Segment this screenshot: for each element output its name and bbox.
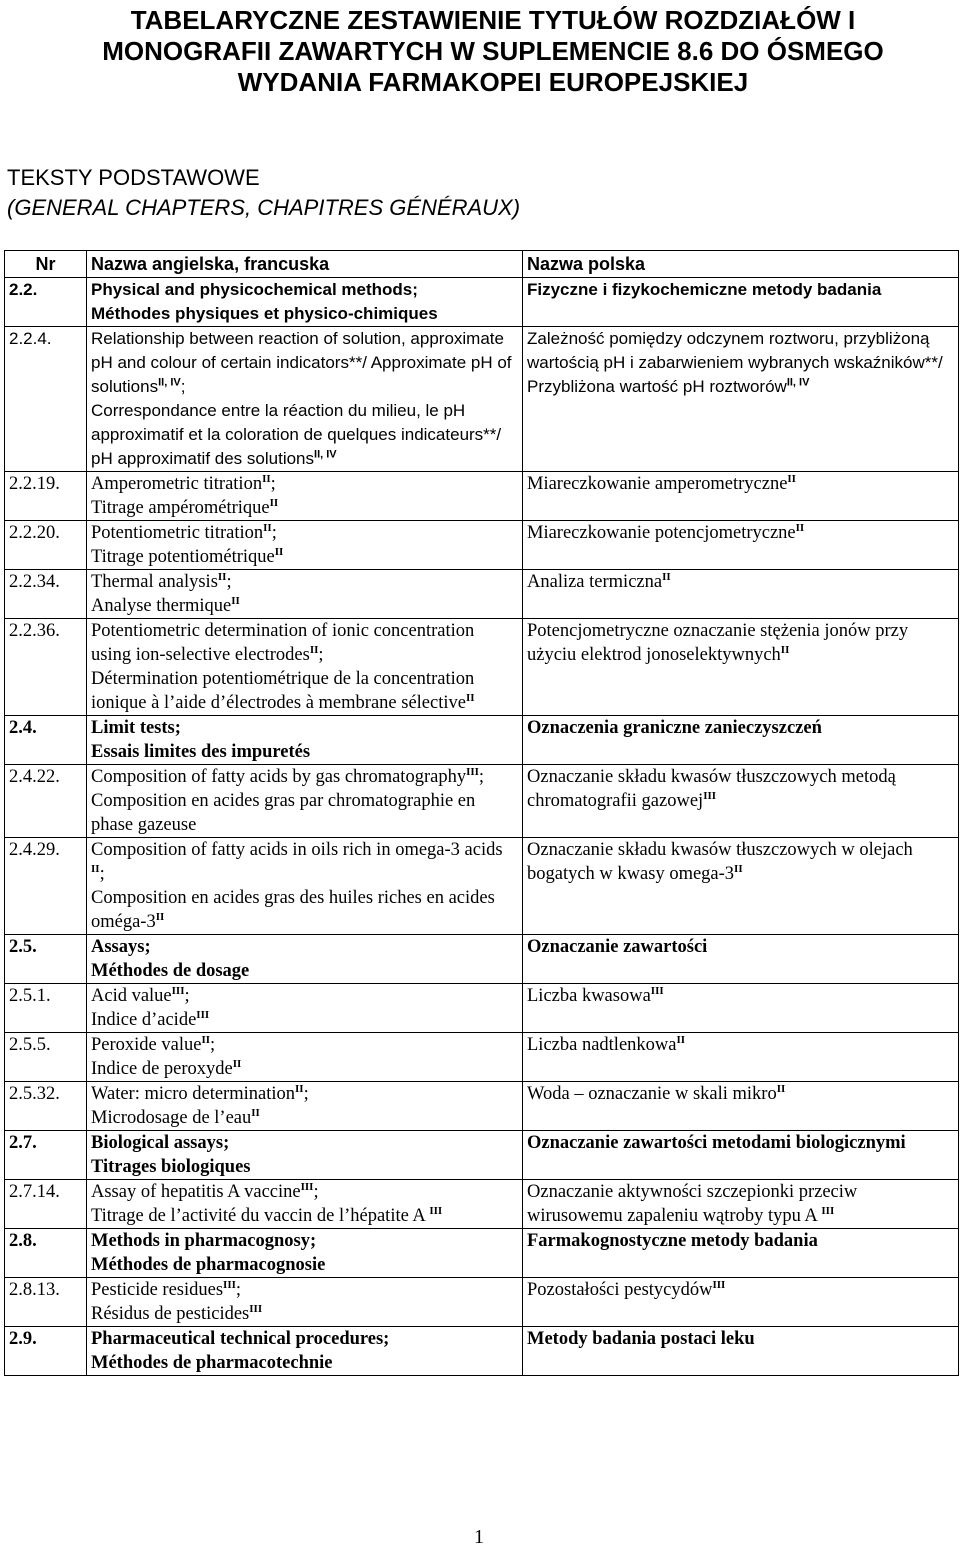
polish-title: Oznaczanie aktywności szczepionki przeciw wirusowemu zapaleniu wątroby typu A [527,1182,858,1226]
table-row [5,716,959,765]
english-title: Limit tests; [91,718,181,738]
english-title: Potentiometric determination of ionic concentration using ion-selective electrodes [91,621,475,665]
row-polish [523,838,959,935]
english-superscript: II [91,862,100,875]
french-title: Méthodes de pharmacotechnie [91,1353,333,1373]
english-title: Composition of fatty acids by gas chromatography [91,767,467,787]
polish-superscript: II [776,1082,786,1095]
table-header-row [5,251,959,278]
row-polish [523,619,959,716]
polish-title: Miareczkowanie potencjometryczne [527,523,796,543]
table-row [5,570,959,619]
table-row [5,1082,959,1131]
english-superscript: II [201,1033,211,1046]
row-english-french [87,1033,523,1082]
page-number: 1 [474,1526,484,1548]
table-row [5,619,959,716]
french-title: Titrage ampérométrique [91,498,270,518]
row-number: 2.5. [5,935,87,984]
row-number: 2.8.13. [5,1278,87,1327]
english-title: Thermal analysis [91,572,218,592]
table-row [5,1229,959,1278]
row-polish [523,1082,959,1131]
english-separator: ; [318,645,324,665]
row-polish [523,570,959,619]
table-row [5,1327,959,1376]
polish-title: Farmakognostyczne metody badania [527,1231,818,1251]
french-title: Méthodes de pharmacognosie [91,1255,326,1275]
polish-title: Oznaczenia graniczne zanieczyszczeń [527,718,822,738]
french-title: Indice de peroxyde [91,1059,233,1079]
table-row [5,1033,959,1082]
english-separator: ; [271,523,277,543]
english-title: Acid value [91,986,172,1006]
english-title: Pesticide residues [91,1280,224,1300]
polish-title: Miareczkowanie amperometryczne [527,474,788,494]
english-superscript: II, IV [158,376,181,389]
row-number: 2.2.4. [5,327,87,472]
row-english-french [87,327,523,472]
polish-superscript: III [703,789,717,802]
french-superscript: II [232,1057,242,1070]
french-superscript: II [155,910,165,923]
row-english-french [87,472,523,521]
french-superscript: III [196,1008,210,1021]
english-separator: ; [478,767,485,787]
english-title: Biological assays; [91,1133,230,1153]
row-polish [523,1180,959,1229]
header-english-french: Nazwa angielska, francuska [87,251,523,278]
french-title: Essais limites des impuretés [91,742,311,762]
table-row [5,838,959,935]
english-separator: ; [235,1280,242,1300]
table-row [5,1278,959,1327]
english-title: Physical and physicochemical methods; [91,280,418,299]
row-english-french [87,570,523,619]
polish-superscript: II [787,472,796,485]
row-polish [523,1278,959,1327]
subtitle-line-1: TEKSTY PODSTAWOWE [7,165,260,190]
french-title: Titrages biologiques [91,1157,251,1177]
french-superscript: III [249,1302,263,1315]
row-polish [523,278,959,327]
row-english-french [87,1229,523,1278]
row-number: 2.4.22. [5,765,87,838]
table-row [5,984,959,1033]
english-title: Amperometric titration [91,474,263,494]
table-row [5,1131,959,1180]
english-separator: ; [313,1182,319,1202]
row-number: 2.2.34. [5,570,87,619]
document-title: TABELARYCZNE ZESTAWIENIE TYTUŁÓW ROZDZIAŁÓW I MONOGRAFII ZAWARTYCH W SUPLEMENCIE 8.6 DO ÓSMEGO WYDANIA FARMAKOPEI EUROPEJSKIEJ [102,5,884,97]
row-number: 2.5.5. [5,1033,87,1082]
french-title: Détermination potentiométrique de la concentration ionique à l’aide d’électrodes à membrane sélective [91,669,475,713]
polish-title: Liczba kwasowa [527,986,651,1006]
english-title: Assay of hepatitis A vaccine [91,1182,301,1202]
english-title: Potentiometric titration [91,523,264,543]
polish-title: Pozostałości pestycydów [527,1280,713,1300]
polish-title: Oznaczanie zawartości metodami biologicznymi [527,1133,906,1153]
header-polish: Nazwa polska [523,251,959,278]
row-polish [523,1033,959,1082]
english-superscript: II [262,472,271,485]
french-superscript: II [274,545,284,558]
table-row [5,278,959,327]
french-superscript: II, IV [314,448,337,461]
table-row [5,521,959,570]
english-title: Assays; [91,937,151,957]
row-number: 2.2. [5,278,87,327]
chapters-table [4,250,959,1376]
english-superscript: III [466,765,479,778]
english-superscript: II [295,1082,304,1095]
row-english-french [87,935,523,984]
french-title: Résidus de pesticides [91,1304,250,1324]
french-title: Composition en acides gras des huiles riches en acides oméga-3 [91,888,495,932]
polish-title: Oznaczanie składu kwasów tłuszczowych metodą chromatografii gazowej [527,767,896,811]
row-english-french [87,1278,523,1327]
english-separator: ; [210,1035,216,1055]
table-row [5,1180,959,1229]
row-number: 2.2.36. [5,619,87,716]
english-superscript: III [300,1180,314,1193]
english-superscript: III [171,984,185,997]
row-number: 2.5.32. [5,1082,87,1131]
french-title: Titrage potentiométrique [91,547,275,567]
row-number: 2.2.19. [5,472,87,521]
row-number: 2.8. [5,1229,87,1278]
english-superscript: II [309,643,319,656]
french-superscript: III [429,1204,443,1217]
polish-title: Zależność pomiędzy odczynem roztworu, przybliżoną wartością pH i zabarwieniem wybranych wskaźników**/ Przybliżona wartość pH roztworów [527,329,943,396]
row-polish [523,521,959,570]
english-separator: ; [303,1084,309,1104]
polish-superscript: II [662,570,671,583]
row-number: 2.2.20. [5,521,87,570]
english-superscript: II [217,570,227,583]
english-separator: ; [270,474,276,494]
polish-superscript: II [734,862,743,875]
row-english-french [87,521,523,570]
english-superscript: III [223,1278,236,1291]
polish-title: Oznaczanie składu kwasów tłuszczowych w olejach bogatych w kwasy omega-3 [527,840,913,884]
french-superscript: II [231,594,240,607]
row-english-french [87,1131,523,1180]
french-title: Microdosage de l’eau [91,1108,252,1128]
english-separator: ; [226,572,232,592]
french-title: Composition en acides gras par chromatographie en phase gazeuse [91,791,476,835]
header-nr: Nr [5,251,87,278]
polish-superscript: III [821,1204,835,1217]
row-polish [523,1229,959,1278]
french-title: Indice d’acide [91,1010,197,1030]
row-number: 2.4.29. [5,838,87,935]
french-superscript: II [465,691,475,704]
polish-title: Analiza termiczna [527,572,663,592]
english-title: Water: micro determination [91,1084,295,1104]
english-title: Peroxide value [91,1035,202,1055]
polish-title: Oznaczanie zawartości [527,937,708,957]
row-english-french [87,619,523,716]
subtitle-line-2: (GENERAL CHAPTERS, CHAPITRES GÉNÉRAUX) [7,195,521,220]
row-english-french [87,765,523,838]
row-polish [523,327,959,472]
english-title: Relationship between reaction of solution, approximate pH and colour of certain indicators**/ Approximate pH of solutions [91,329,512,396]
french-title: Correspondance entre la réaction du milieu, le pH approximatif et la coloration de quelques indicateurs**/ pH approximatif des solutions [91,401,502,468]
row-polish [523,472,959,521]
table-row [5,765,959,838]
english-superscript: II [263,521,272,534]
polish-superscript: II [676,1033,686,1046]
row-number: 2.7.14. [5,1180,87,1229]
french-superscript: II [251,1106,260,1119]
row-polish [523,716,959,765]
row-polish [523,1327,959,1376]
french-title: Méthodes de dosage [91,961,250,981]
table-row [5,472,959,521]
polish-title: Potencjometryczne oznaczanie stężenia jonów przy użyciu elektrod jonoselektywnych [527,621,909,665]
french-title: Titrage de l’activité du vaccin de l’hépatite A [91,1206,425,1226]
polish-title: Metody badania postaci leku [527,1329,755,1349]
row-english-french [87,278,523,327]
row-polish [523,984,959,1033]
row-polish [523,765,959,838]
polish-title: Liczba nadtlenkowa [527,1035,677,1055]
polish-superscript: II [795,521,805,534]
french-superscript: II [269,496,279,509]
section-subtitle [7,163,520,223]
english-title: Composition of fatty acids in oils rich in omega-3 acids [91,840,503,860]
english-separator: ; [184,986,190,1006]
row-english-french [87,984,523,1033]
row-english-french [87,716,523,765]
row-number: 2.9. [5,1327,87,1376]
row-number: 2.5.1. [5,984,87,1033]
polish-title: Fizyczne i fizykochemiczne metody badania [527,280,882,299]
row-english-french [87,1327,523,1376]
polish-title: Woda – oznaczanie w skali mikro [527,1084,777,1104]
english-title: Methods in pharmacognosy; [91,1231,317,1251]
polish-superscript: II [780,643,790,656]
polish-superscript: III [650,984,664,997]
row-english-french [87,1180,523,1229]
table-row [5,935,959,984]
row-polish [523,935,959,984]
table-row [5,327,959,472]
french-title: Analyse thermique [91,596,232,616]
english-separator: ; [99,864,105,884]
english-separator: ; [180,377,186,396]
english-title: Pharmaceutical technical procedures; [91,1329,390,1349]
polish-superscript: II, IV [786,376,810,389]
row-english-french [87,838,523,935]
polish-superscript: III [712,1278,726,1291]
row-polish [523,1131,959,1180]
row-english-french [87,1082,523,1131]
row-number: 2.4. [5,716,87,765]
row-number: 2.7. [5,1131,87,1180]
french-title: Méthodes physiques et physico-chimiques [91,304,438,323]
